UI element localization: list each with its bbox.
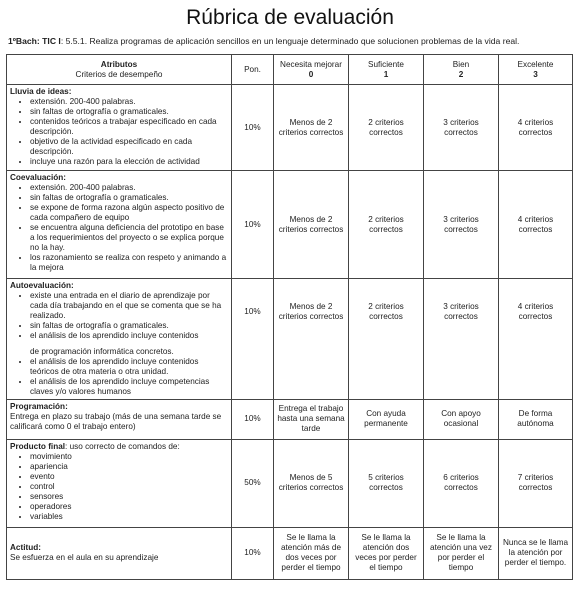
level-3-cell: 4 criterios correctos — [499, 171, 573, 279]
criterion-name: Programación — [10, 401, 66, 411]
criterion-cell: Programación: Entrega en plazo su trabajo (más de una semana tarde se calificará como 0 el trabajo entero) — [7, 399, 232, 439]
level-label: Necesita mejorar — [280, 59, 342, 69]
header-row — [7, 55, 573, 85]
level-0-cell: Se le llama la atención más de dos veces por perder el tiempo — [274, 527, 349, 579]
criterion-name: Actitud — [10, 543, 39, 552]
level-0-cell: Menos de 2 criterios correctos — [274, 171, 349, 279]
empty-cell — [232, 345, 274, 400]
level-0-cell: Menos de 2 criterios correctos — [274, 279, 349, 345]
empty-cell — [349, 345, 424, 400]
criterion-list-cont — [10, 347, 228, 357]
criterion-name: Autoevaluación — [10, 281, 71, 290]
weight-cell: 10% — [232, 85, 274, 171]
level-2-cell: 3 criterios correctos — [424, 279, 499, 345]
row-actitud — [7, 527, 573, 579]
level-1-cell: 2 criterios correctos — [349, 279, 424, 345]
criterion-desc: Entrega en plazo su trabajo (más de una semana tarde se calificará como 0 el trabajo entero) — [10, 411, 222, 431]
empty-cell — [424, 345, 499, 400]
row-autoevaluacion-cont — [7, 345, 573, 400]
criterion-list — [10, 97, 228, 167]
criterion-list — [10, 452, 228, 522]
row-producto-final — [7, 439, 573, 527]
list-item: • objetivo de la actividad especificado en cada descripción. — [30, 137, 228, 157]
header-level-3 — [499, 55, 573, 85]
level-label: Suficiente — [368, 59, 404, 69]
list-item: • apariencia — [30, 462, 228, 472]
header-level-0 — [274, 55, 349, 85]
list-item: • sensores — [30, 492, 228, 502]
list-item: • variables — [30, 512, 228, 522]
list-item: • se encuentra alguna deficiencia del prototipo en base a los requerimientos del proyecto o se explica porque no la hay. — [30, 223, 228, 253]
criterion-cell — [7, 439, 232, 527]
weight-cell: 10% — [232, 527, 274, 579]
subtitle-course: 1ºBach: TIC I — [8, 36, 61, 46]
level-score: 2 — [458, 69, 464, 79]
level-2-cell: 3 criterios correctos — [424, 171, 499, 279]
list-item: • sin faltas de ortografía o gramaticales. — [30, 193, 228, 203]
level-0-cell: Entrega el trabajo hasta una semana tarde — [274, 399, 349, 439]
row-lluvia — [7, 85, 573, 171]
level-0-cell: Menos de 2 criterios correctos — [274, 85, 349, 171]
empty-cell — [274, 345, 349, 400]
list-item: de programación informática concretos. — [30, 346, 174, 356]
level-1-cell: 2 criterios correctos — [349, 85, 424, 171]
level-3-cell: 4 criterios correctos — [499, 85, 573, 171]
row-coevaluacion — [7, 171, 573, 279]
rubric-table — [6, 54, 573, 580]
list-item: • extensión. 200-400 palabras. — [30, 183, 228, 193]
level-2-cell: 6 criterios correctos — [424, 439, 499, 527]
criterion-cell: Actitud: Se esfuerza en el aula en su aprendizaje — [7, 527, 232, 579]
list-item: • sin faltas de ortografía o gramaticales. — [30, 107, 228, 117]
level-3-cell: 4 criterios correctos — [499, 279, 573, 345]
list-item: • incluye una razón para la elección de actividad — [30, 157, 228, 167]
row-programacion — [7, 399, 573, 439]
criterion-list — [10, 291, 228, 341]
row-autoevaluacion — [7, 279, 573, 345]
criterion-name: Coevaluación — [10, 173, 64, 182]
weight-cell: 10% — [232, 279, 274, 345]
list-item: • contenidos teóricos a trabajar especificado en cada descripción. — [30, 117, 228, 137]
level-2-cell: Con apoyo ocasional — [424, 399, 499, 439]
criterion-name: Producto final — [10, 441, 66, 451]
subtitle — [8, 36, 572, 46]
list-item: • control — [30, 482, 228, 492]
criterion-list-cont — [10, 357, 228, 397]
list-item: • se expone de forma razona algún aspecto positivo de cada compañero de equipo — [30, 203, 228, 223]
level-1-cell: Se le llama la atención dos veces por perder el tiempo — [349, 527, 424, 579]
header-level-1 — [349, 55, 424, 85]
level-1-cell: 2 criterios correctos — [349, 171, 424, 279]
list-item: • los razonamiento se realiza con respeto y animando a la mejora — [30, 253, 228, 273]
weight-cell: 10% — [232, 399, 274, 439]
criterion-cell: Lluvia de ideas: • extensión. 200-400 palabras. • sin faltas de ortografía o gramaticales. • contenidos teóricos a trabajar especificado en cada descripción. • objetivo de la actividad especificado en cada descripción. • incluye una razón para la elección de actividad — [7, 85, 232, 171]
criterion-cell: Autoevaluación: • existe una entrada en el diario de aprendizaje por cada día trabajando en el que se comenta que se ha realizado. • sin faltas de ortografía o gramaticales. • el análisis de los aprendido incluye contenidos — [7, 279, 232, 345]
header-level-2 — [424, 55, 499, 85]
header-attr-sub: Criterios de desempeño — [75, 69, 163, 79]
level-score: 1 — [383, 69, 389, 79]
level-2-cell: 3 criterios correctos — [424, 85, 499, 171]
list-item: • extensión. 200-400 palabras. — [30, 97, 228, 107]
empty-cell — [499, 345, 573, 400]
criterion-desc: : uso correcto de comandos de: — [65, 441, 180, 451]
level-3-cell: Nunca se le llama la atención por perder el tiempo. — [499, 527, 573, 579]
criterion-name: Lluvia de ideas — [10, 87, 69, 96]
list-item: • movimiento — [30, 452, 228, 462]
criterion-list — [10, 183, 228, 273]
level-3-cell: De forma autónoma — [499, 399, 573, 439]
subtitle-standard: : 5.5.1. Realiza programas de aplicación sencillos en un lenguaje determinado que solucionen problemas de la vida real. — [60, 36, 520, 46]
list-item: • sin faltas de ortografía o gramaticales. — [30, 321, 228, 331]
criterion-cell-cont — [7, 345, 232, 400]
page-title: Rúbrica de evaluación — [186, 6, 394, 29]
list-item: • el análisis de los aprendido incluye contenidos — [30, 331, 228, 341]
level-1-cell: Con ayuda permanente — [349, 399, 424, 439]
criterion-cell: Coevaluación: • extensión. 200-400 palabras. • sin faltas de ortografía o gramaticales. • se expone de forma razona algún aspecto positivo de cada compañero de equipo • se encuentra alguna deficiencia del prototipo en base a los requerimientos del proyecto o se explica porque no la hay. • los razonamiento se realiza con respeto y animando a la mejora — [7, 171, 232, 279]
level-2-cell: Se le llama la atención una vez por perder el tiempo — [424, 527, 499, 579]
level-1-cell: 5 criterios correctos — [349, 439, 424, 527]
level-score: 3 — [533, 69, 538, 79]
level-0-cell: Menos de 5 criterios correctos — [274, 439, 349, 527]
criterion-desc: Se esfuerza en el aula en su aprendizaje — [10, 553, 159, 562]
level-score: 0 — [308, 69, 314, 79]
header-attr-title: Atributos — [100, 59, 138, 69]
level-label: Bien — [452, 59, 470, 69]
list-item: • el análisis de los aprendido incluye competencias claves y/o valores humanos — [30, 377, 228, 397]
header-pon: Pon. — [232, 55, 274, 85]
list-item: • operadores — [30, 502, 228, 512]
level-3-cell: 7 criterios correctos — [499, 439, 573, 527]
level-label: Excelente — [517, 59, 554, 69]
weight-cell: 50% — [232, 439, 274, 527]
weight-cell: 10% — [232, 171, 274, 279]
list-item: • evento — [30, 472, 228, 482]
list-item: • el análisis de los aprendido incluye contenidos teóricos de otra materia o otra unidad. — [30, 357, 228, 377]
header-attributes — [7, 55, 232, 85]
list-item: • existe una entrada en el diario de aprendizaje por cada día trabajando en el que se comenta que se ha realizado. — [30, 291, 228, 321]
